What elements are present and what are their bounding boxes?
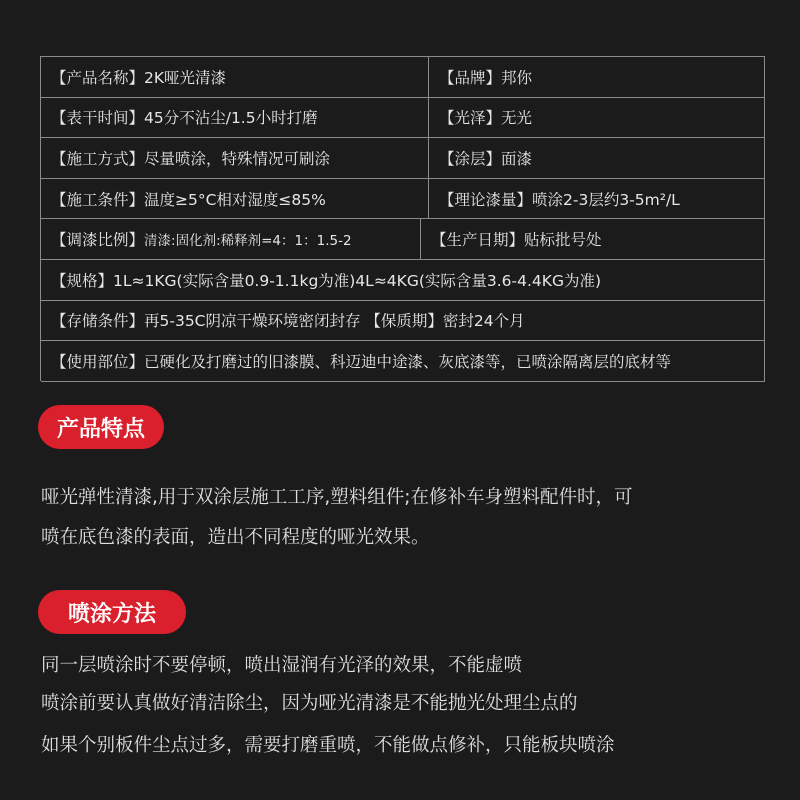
spec-row-method bbox=[41, 138, 765, 179]
spec-row-ratio bbox=[41, 219, 765, 260]
method-line-2: 喷涂前要认真做好清洁除尘，因为哑光清漆是不能抛光处理尘点的 bbox=[41, 693, 578, 714]
spec-row-size bbox=[41, 260, 765, 301]
spec-size: 【规格】1L≈1KG(实际含量0.9-1.1kg为准)4L≈4KG(实际含量3.6-4.4KG为准) bbox=[41, 260, 765, 300]
spec-usage: 【使用部位】已硬化及打磨过的旧漆膜、科迈迪中途漆、灰底漆等，已喷涂隔离层的底材等 bbox=[41, 341, 765, 381]
spec-dry-time: 【表干时间】45分不沾尘/1.5小时打磨 bbox=[41, 98, 429, 138]
spec-coverage: 【理论漆量】喷涂2-3层约3-5m²/L bbox=[429, 179, 765, 219]
features-title: 产品特点 bbox=[38, 405, 164, 449]
spec-mix-ratio bbox=[41, 219, 421, 259]
features-line-2: 喷在底色漆的表面，造出不同程度的哑光效果。 bbox=[41, 527, 430, 548]
spec-brand: 【品牌】邦你 bbox=[429, 57, 765, 97]
spec-mix-ratio-value: 清漆:固化剂:稀释剂=4：1：1.5-2 bbox=[144, 233, 352, 250]
spec-gloss: 【光泽】无光 bbox=[429, 98, 765, 138]
spec-row-name bbox=[41, 57, 765, 98]
spec-application-method: 【施工方式】尽量喷涂，特殊情况可刷涂 bbox=[41, 138, 429, 178]
method-line-3: 如果个别板件尘点过多，需要打磨重喷，不能做点修补，只能板块喷涂 bbox=[41, 735, 615, 756]
method-line-1: 同一层喷涂时不要停顿，喷出湿润有光泽的效果，不能虚喷 bbox=[41, 655, 523, 676]
spec-row-storage bbox=[41, 301, 765, 342]
spec-storage: 【存储条件】再5-35C阴凉干燥环境密闭封存 【保质期】密封24个月 bbox=[41, 301, 765, 341]
spec-coating: 【涂层】面漆 bbox=[429, 138, 765, 178]
spec-mix-ratio-label: 【调漆比例】 bbox=[51, 231, 145, 250]
spec-row-usage bbox=[41, 341, 765, 382]
spec-product-name: 【产品名称】2K哑光清漆 bbox=[41, 57, 429, 97]
spec-production-date: 【生产日期】贴标批号处 bbox=[421, 219, 765, 259]
spec-row-conditions bbox=[41, 179, 765, 220]
method-title: 喷涂方法 bbox=[38, 590, 186, 634]
spec-row-dry bbox=[41, 98, 765, 139]
spec-conditions: 【施工条件】温度≥5°C相对湿度≤85% bbox=[41, 179, 429, 219]
spec-table bbox=[40, 56, 765, 381]
features-line-1: 哑光弹性清漆,用于双涂层施工工序,塑料组件;在修补车身塑料配件时，可 bbox=[41, 487, 633, 508]
